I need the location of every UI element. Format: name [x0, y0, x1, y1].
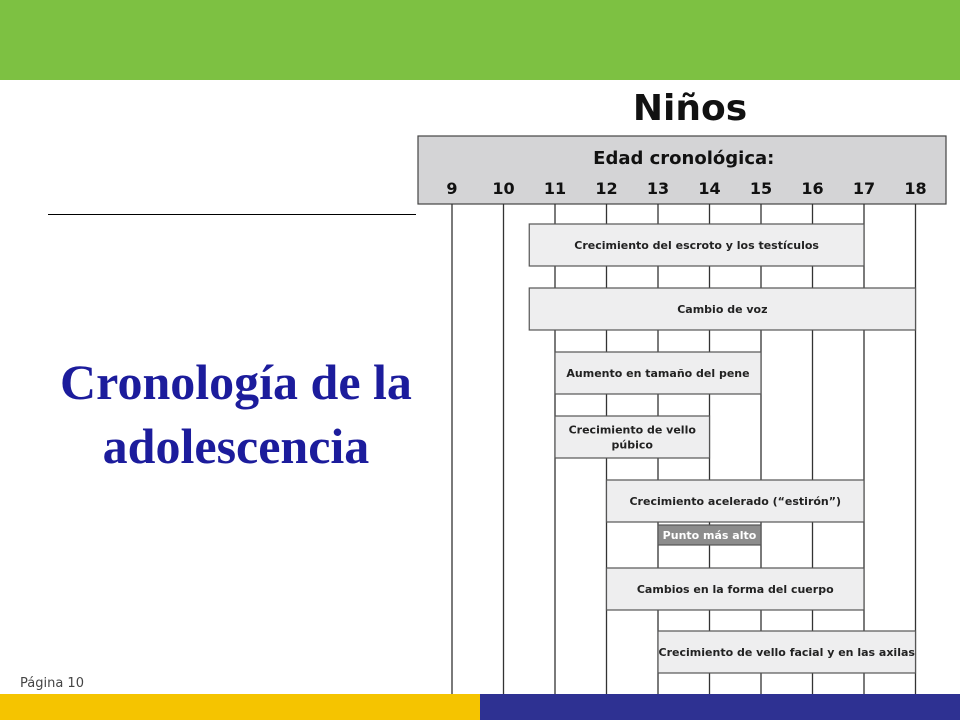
bar-label: Crecimiento de vello: [568, 423, 696, 437]
age-tick-label: 13: [646, 179, 670, 198]
bar-label: Crecimiento del escroto y los testículos: [574, 239, 819, 252]
bar-label: Crecimiento acelerado (“estirón”): [629, 495, 842, 508]
page-number: Página 10: [20, 676, 84, 691]
age-tick-label: 15: [749, 179, 773, 198]
bar-label: Cambios en la forma del cuerpo: [636, 583, 834, 596]
age-tick-label: 12: [595, 179, 618, 198]
bottom-accent-blue: [480, 694, 960, 720]
age-tick-label: 14: [698, 179, 721, 198]
age-tick-label: 9: [446, 179, 458, 198]
bar-label: Crecimiento de vello facial y en las axilas: [658, 646, 915, 659]
boys-heading: Niños: [632, 88, 748, 129]
bar-label: púbico: [611, 438, 653, 452]
timeline-header-label: Edad cronológica:: [593, 148, 775, 169]
bar-label: Punto más alto: [662, 529, 757, 542]
age-tick-label: 18: [904, 179, 927, 198]
age-tick-label: 11: [543, 179, 567, 198]
bar-label: Aumento en tamaño del pene: [566, 367, 750, 380]
bar-label: Cambio de voz: [677, 303, 768, 316]
age-tick-label: 16: [801, 179, 824, 198]
age-tick-label: 17: [852, 179, 876, 198]
slide-title: Cronología de la adolescencia: [60, 354, 412, 474]
bottom-accent-yellow: [0, 694, 480, 720]
development-bar: [555, 416, 710, 458]
age-tick-label: 10: [492, 179, 515, 198]
